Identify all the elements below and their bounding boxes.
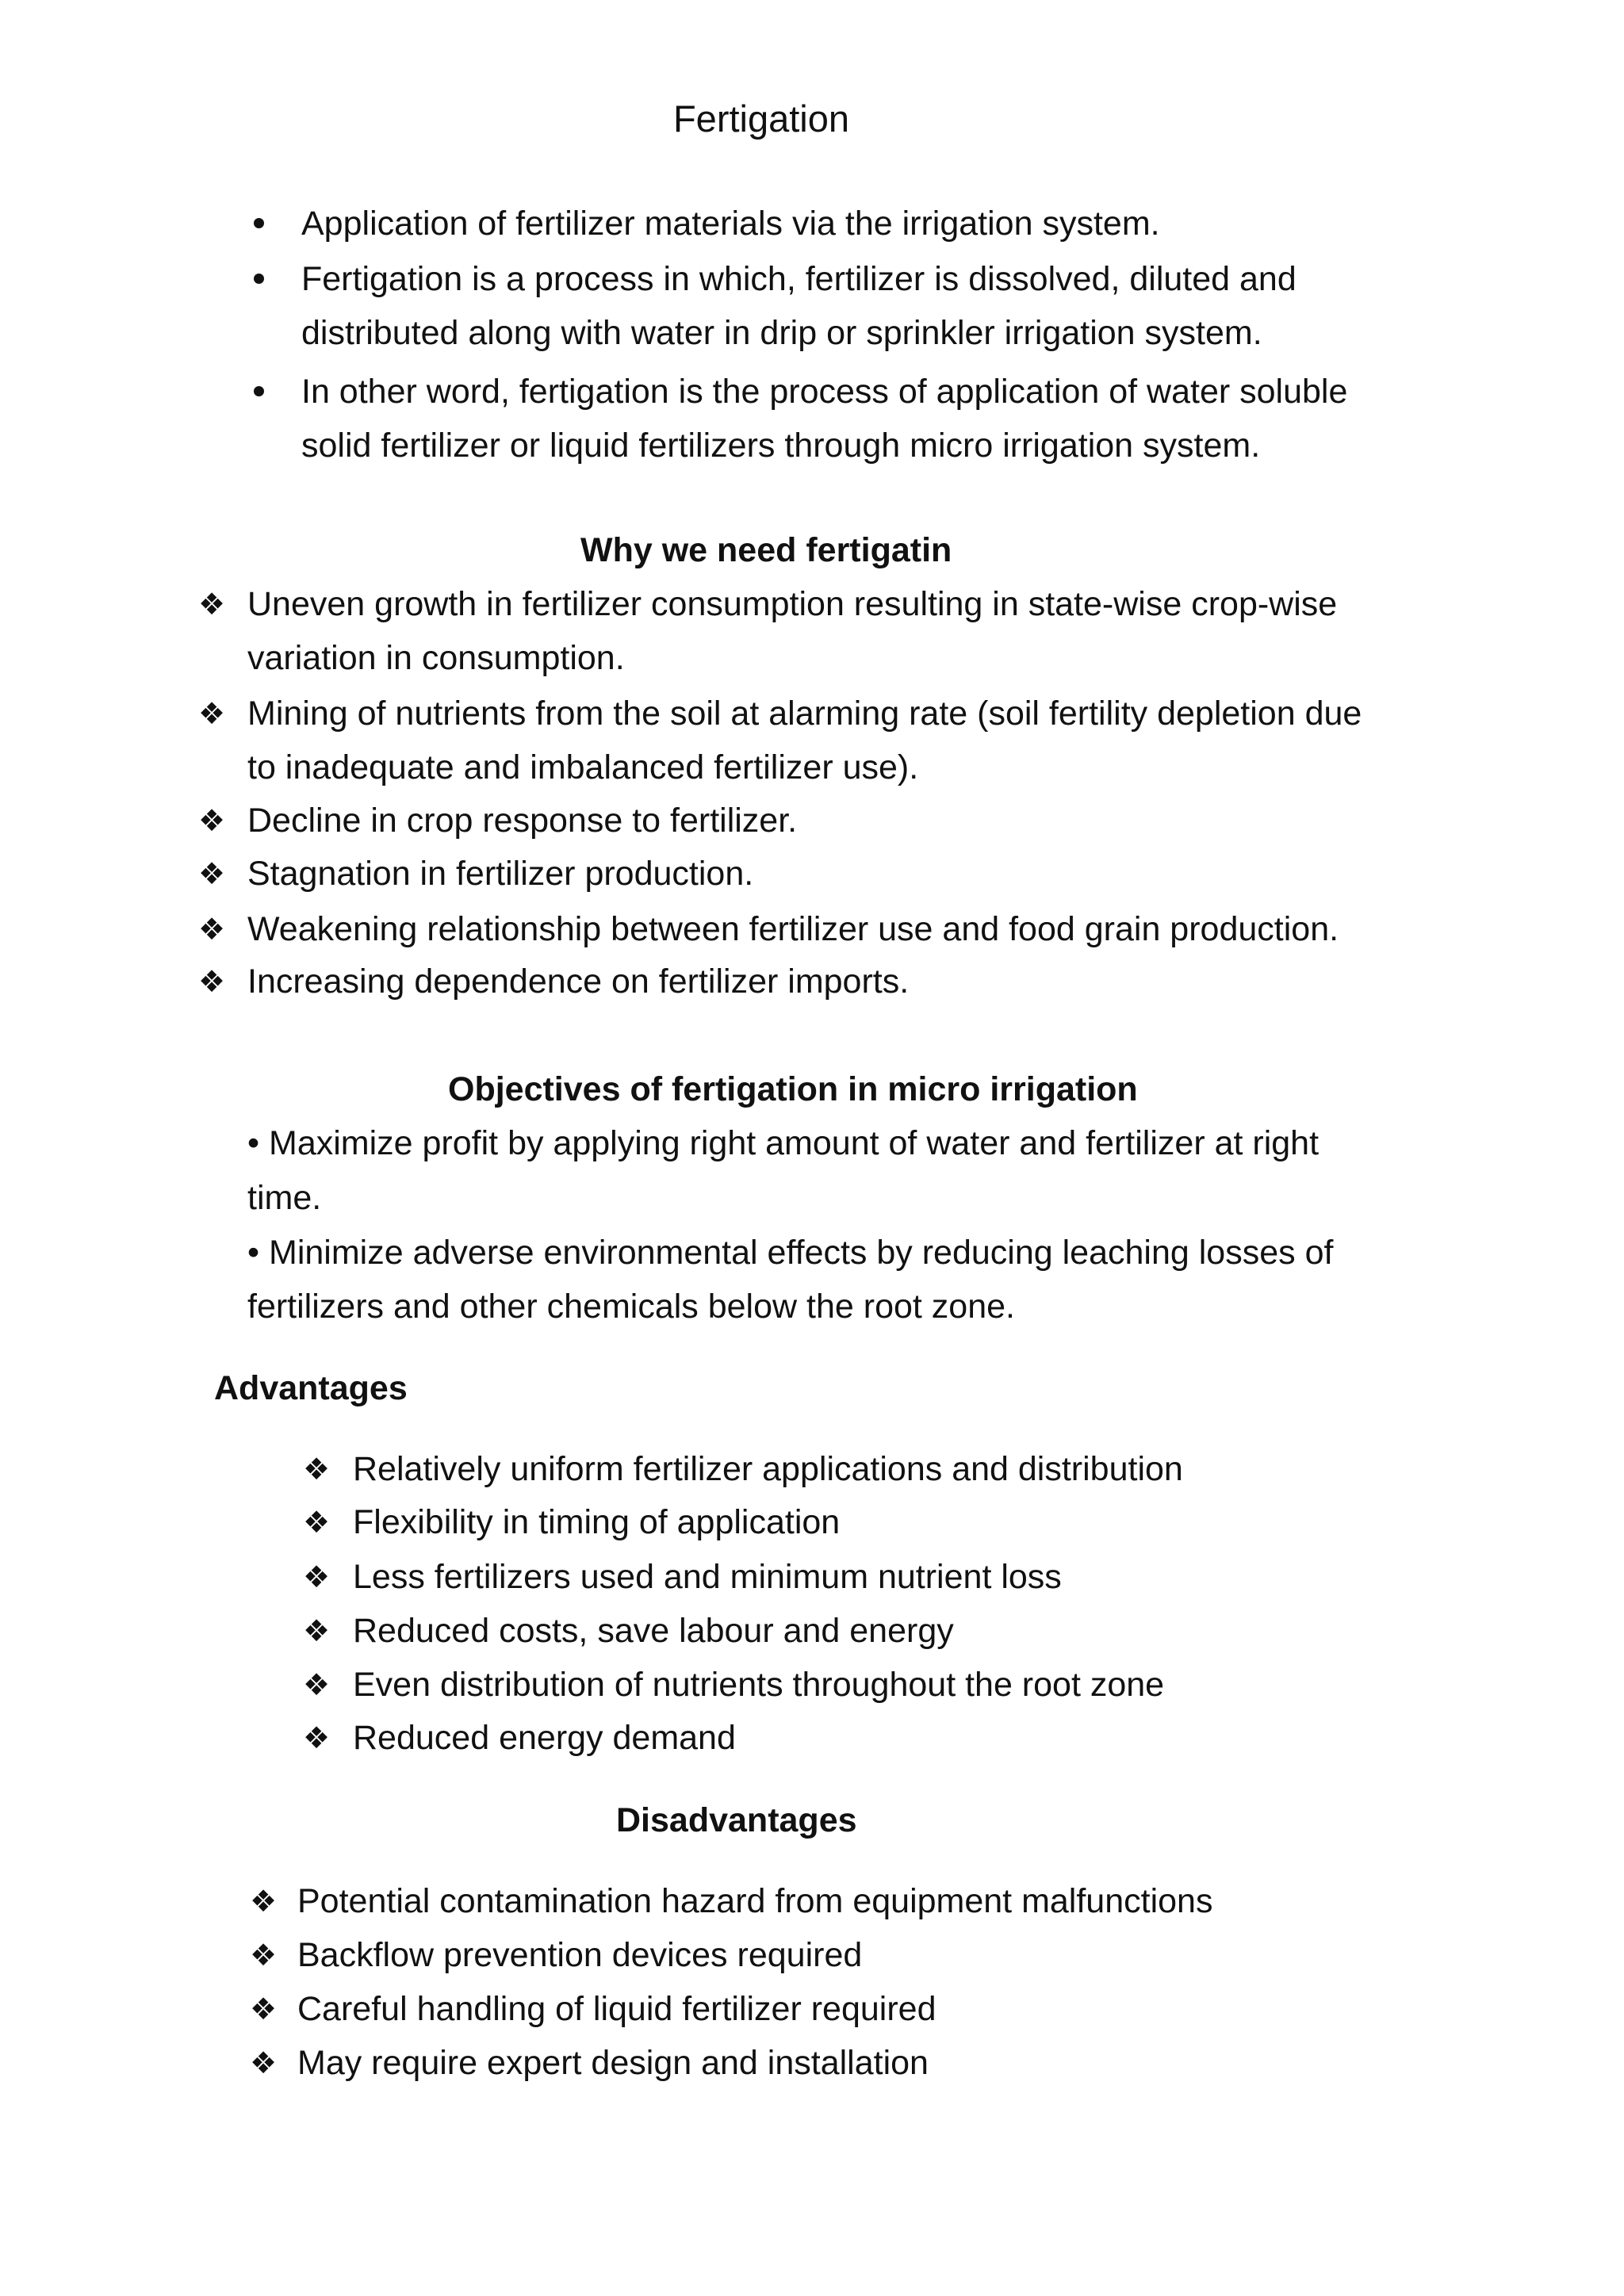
why-item-2-line-1: Mining of nutrients from the soil at alarming rate (soil fertility depletion due: [247, 695, 1362, 733]
why-heading: Why we need fertigatin: [580, 531, 952, 569]
objectives-line-1: • Maximize profit by applying right amount of water and fertilizer at right: [247, 1124, 1320, 1162]
why-item-1-line-2: variation in consumption.: [247, 639, 625, 677]
intro-bullet-3-line-1: In other word, fertigation is the process of application of water soluble: [301, 373, 1348, 411]
objectives-line-4: fertilizers and other chemicals below the root zone.: [247, 1288, 1015, 1326]
intro-bullet-3-line-2: solid fertilizer or liquid fertilizers through micro irrigation system.: [301, 427, 1261, 465]
disadvantage-item-3: Careful handling of liquid fertilizer required: [297, 1990, 936, 2028]
advantage-item-4: Reduced costs, save labour and energy: [353, 1612, 954, 1650]
intro-bullet-2-line-2: distributed along with water in drip or sprinkler irrigation system.: [301, 314, 1262, 352]
diamond-bullet-icon: ❖: [198, 803, 226, 838]
intro-bullet-2-line-1: Fertigation is a process in which, fertilizer is dissolved, diluted and: [301, 260, 1297, 298]
advantage-item-6: Reduced energy demand: [353, 1719, 736, 1757]
diamond-bullet-icon: ❖: [250, 1992, 278, 2026]
diamond-bullet-icon: ❖: [303, 1559, 331, 1594]
diamond-bullet-icon: ❖: [198, 696, 226, 731]
objectives-heading: Objectives of fertigation in micro irrigation: [448, 1070, 1138, 1108]
diamond-bullet-icon: ❖: [250, 1938, 278, 1973]
disadvantage-item-2: Backflow prevention devices required: [297, 1936, 863, 1974]
advantage-item-3: Less fertilizers used and minimum nutrient loss: [353, 1558, 1062, 1596]
diamond-bullet-icon: ❖: [198, 587, 226, 622]
intro-bullet-1-line-1: Application of fertilizer materials via the irrigation system.: [301, 205, 1160, 243]
bullet-dot: [254, 274, 264, 284]
diamond-bullet-icon: ❖: [198, 856, 226, 891]
why-item-4: Stagnation in fertilizer production.: [247, 855, 754, 893]
diamond-bullet-icon: ❖: [303, 1452, 331, 1487]
objectives-line-2: time.: [247, 1179, 322, 1217]
advantage-item-1: Relatively uniform fertilizer applications and distribution: [353, 1450, 1183, 1488]
advantages-heading: Advantages: [214, 1369, 408, 1407]
bullet-dot: [254, 386, 264, 396]
why-item-5: Weakening relationship between fertilizer use and food grain production.: [247, 910, 1339, 948]
diamond-bullet-icon: ❖: [303, 1720, 331, 1755]
objectives-line-3: • Minimize adverse environmental effects by reducing leaching losses of: [247, 1234, 1334, 1272]
disadvantage-item-1: Potential contamination hazard from equipment malfunctions: [297, 1882, 1213, 1920]
disadvantage-item-4: May require expert design and installation: [297, 2044, 929, 2082]
bullet-dot: [254, 218, 264, 228]
why-item-6: Increasing dependence on fertilizer imports.: [247, 962, 910, 1001]
diamond-bullet-icon: ❖: [303, 1613, 331, 1648]
why-item-3: Decline in crop response to fertilizer.: [247, 802, 798, 840]
diamond-bullet-icon: ❖: [198, 912, 226, 947]
diamond-bullet-icon: ❖: [250, 1884, 278, 1919]
diamond-bullet-icon: ❖: [303, 1667, 331, 1702]
diamond-bullet-icon: ❖: [250, 2045, 278, 2080]
diamond-bullet-icon: ❖: [303, 1505, 331, 1540]
why-item-2-line-2: to inadequate and imbalanced fertilizer use).: [247, 748, 919, 786]
advantage-item-2: Flexibility in timing of application: [353, 1503, 841, 1541]
advantage-item-5: Even distribution of nutrients throughout the root zone: [353, 1666, 1165, 1704]
diamond-bullet-icon: ❖: [198, 964, 226, 999]
why-item-1-line-1: Uneven growth in fertilizer consumption resulting in state-wise crop-wise: [247, 585, 1338, 623]
disadvantages-heading: Disadvantages: [616, 1801, 857, 1839]
page-title: Fertigation: [672, 98, 850, 140]
